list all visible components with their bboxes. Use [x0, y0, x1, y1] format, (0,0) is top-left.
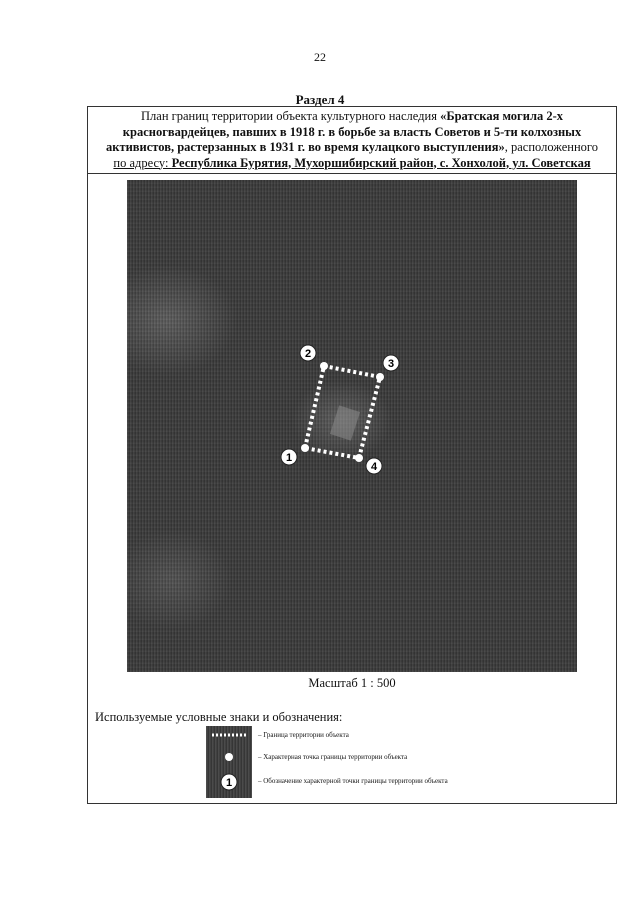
title-line-1-bold: «Братская могила 2-х [440, 109, 563, 123]
title-line-4-bold: Республика Бурятия, Мухоршибирский район, с. Хонхолой, ул. Советская [171, 155, 591, 170]
legend-label-number: 1 [225, 777, 233, 789]
legend-symbols [206, 726, 252, 798]
boundary-point-1-marker [301, 444, 309, 452]
boundary-point-4-label [366, 458, 382, 474]
point-4-number: 4 [370, 461, 378, 473]
boundary-point-4-marker [355, 454, 363, 462]
boundary-point-2-marker [320, 362, 328, 370]
memorial-object [330, 405, 360, 440]
title-line-1 [93, 109, 611, 125]
title-line-3 [93, 140, 611, 156]
section-title: Раздел 4 [295, 92, 345, 107]
title-line-4 [93, 156, 611, 172]
boundary-overlay [127, 180, 577, 672]
point-3-number: 3 [387, 358, 395, 370]
legend-title: Используемые условные знаки и обозначения: [95, 710, 343, 724]
boundary-point-3-marker [376, 373, 384, 381]
legend-point-symbol [225, 753, 233, 761]
legend-item-boundary: – Граница территории объекта [258, 731, 349, 739]
satellite-map [127, 180, 577, 672]
page-number: 22 [314, 50, 326, 64]
legend-item-point: – Характерная точка границы территории объекта [258, 753, 408, 761]
legend-item-point-label: – Обозначение характерной точки границы территории объекта [258, 777, 448, 785]
title-line-1-plain: План границ территории объекта культурного наследия [141, 109, 441, 123]
title-line-3-plain: , расположенного [504, 140, 598, 154]
map-scale: Масштаб 1 : 500 [308, 676, 396, 690]
title-line-3-bold: активистов, растерзанных в 1931 г. во время кулацкого выступления» [106, 140, 505, 154]
plan-title [87, 106, 617, 174]
boundary-point-1-label [281, 449, 297, 465]
title-line-2-bold: красногвардейцев, павших в 1918 г. в борьбе за власть Советов и 5-ти колхозных [122, 124, 582, 139]
legend-swatch [206, 726, 252, 798]
boundary-point-3-label [383, 355, 399, 371]
point-2-number: 2 [304, 348, 312, 360]
point-1-number: 1 [285, 452, 293, 464]
title-line-4-plain: по адресу: [113, 155, 172, 170]
boundary-point-2-label [300, 345, 316, 361]
title-line-2 [93, 125, 611, 141]
